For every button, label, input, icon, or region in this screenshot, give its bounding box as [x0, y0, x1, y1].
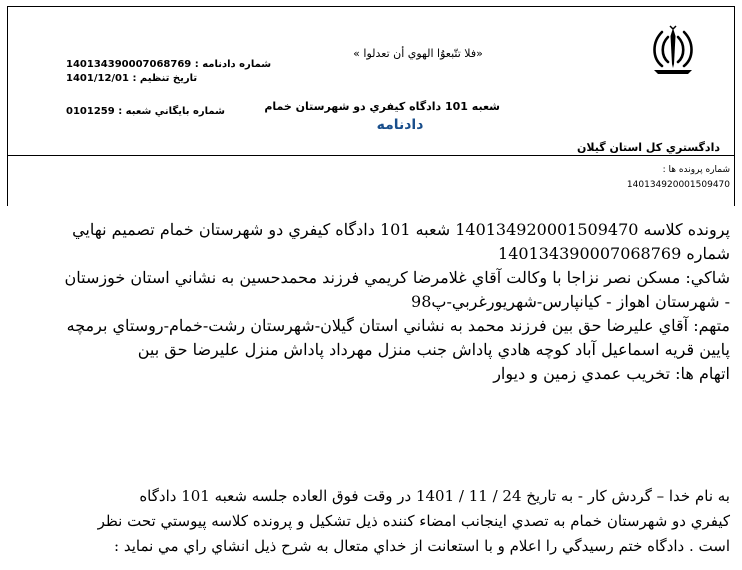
text-line: شاكي: مسكن نصر نزاجا با وكالت آقاي غلامرضا كريمي فرزند محمدحسين به نشاني استان خوزستان	[64, 268, 730, 287]
agency-name: دادگستري كل استان گيلان	[577, 141, 720, 154]
case-file-number: 140134920001509470	[626, 180, 730, 190]
meta-label: شماره دادنامه :	[194, 59, 272, 70]
iran-emblem-icon	[648, 24, 698, 76]
meta-value: 1401/12/01	[66, 73, 129, 84]
text-line: شماره 140134390007068769	[498, 244, 730, 263]
text-line: متهم: آقاي عليرضا حق بين فرزند محمد به نشاني استان گيلان-شهرستان رشت-خمام-روستاي برمچه	[66, 316, 730, 335]
document-header	[7, 6, 735, 156]
text-line: است . دادگاه ختم رسيدگي را اعلام و با استعانت از خداي متعال به شرح ذيل انشاي راي مي نمايد :	[114, 537, 730, 555]
text-line: پرونده كلاسه 140134920001509470 شعبه 101 دادگاه كيفري دو شهرستان خمام تصميم نهايي	[72, 220, 730, 239]
quran-verse: «فلا تتّبعوُا الهوي أن تعدلوا »	[353, 47, 483, 60]
case-details	[30, 218, 730, 386]
meta-value: 0101259	[66, 106, 115, 117]
text-line: پايين قريه اسماعيل آباد كوچه هادي پاداش جنب منزل مهرداد پاداش منزل عليرضا حق بين	[137, 340, 730, 359]
case-file-block	[7, 156, 735, 206]
meta-label: شماره بايگاني شعبه :	[118, 106, 225, 117]
court-branch-name: شعبه 101 دادگاه كيفري دو شهرستان خمام	[264, 100, 500, 113]
meta-label: تاريخ تنظيم :	[132, 73, 198, 84]
issue-date-row	[66, 73, 197, 84]
text-line: اتهام ها: تخريب عمدي زمين و ديوار	[493, 364, 730, 383]
text-line: كيفري دو شهرستان خمام به تصدي اينجانب امضاء كننده ذيل تشكيل و پرونده كلاسه پيوستي تحت نظر	[97, 512, 730, 530]
verdict-number-row	[66, 59, 271, 70]
meta-value: 140134390007068769	[66, 59, 192, 70]
archive-number-row	[66, 106, 225, 117]
case-file-label: شماره پرونده ها :	[662, 165, 730, 175]
text-line: به نام خدا – گردش كار - به تاريخ 24 / 11 / 1401 در وقت فوق العاده جلسه شعبه 101 دادگاه	[139, 487, 730, 505]
text-line: - شهرستان اهواز - كيانپارس-شهريورغربي-پ98	[411, 292, 730, 311]
verdict-text	[30, 484, 730, 559]
document-title: دادنامه	[376, 117, 424, 133]
